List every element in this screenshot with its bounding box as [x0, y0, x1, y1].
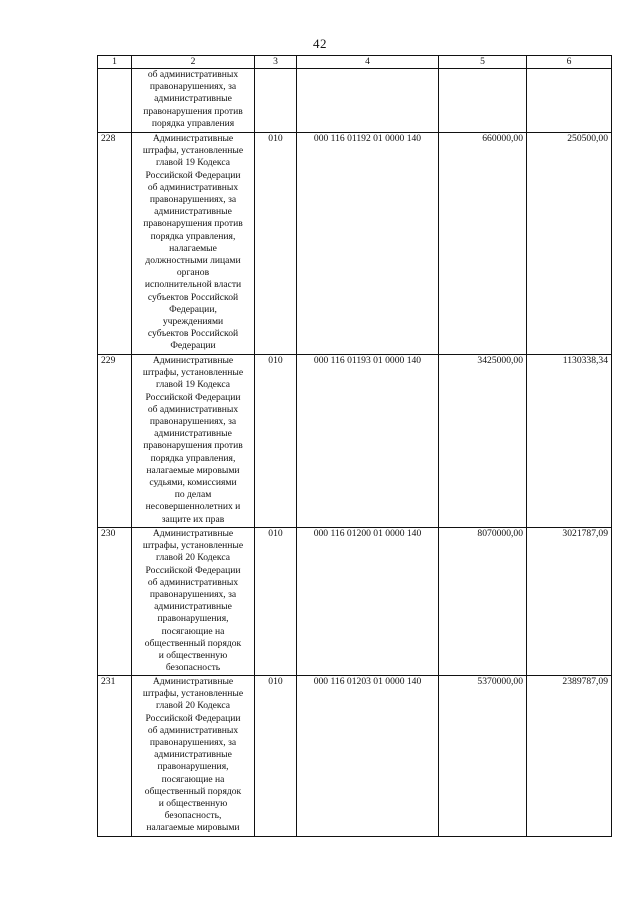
cell-actual: 1130338,34 — [527, 355, 612, 528]
cell-code: 000 116 01192 01 0000 140 — [297, 133, 439, 355]
table-row — [98, 528, 612, 676]
name-line: правонарушениях, за — [149, 737, 237, 749]
name-line: и общественную — [158, 798, 228, 810]
cell-num: 228 — [98, 133, 132, 355]
name-line: правонарушениях, за — [149, 589, 237, 601]
name-line: Российской Федерации — [145, 169, 241, 181]
name-line: об административных — [147, 181, 239, 193]
name-line: об административных — [147, 69, 239, 80]
name-line: правонарушения против — [143, 105, 243, 117]
continuation-row — [98, 69, 612, 133]
name-line: налагаемые мировыми — [146, 464, 240, 476]
cell-admin: 010 — [255, 355, 297, 528]
name-line: налагаемые мировыми — [146, 822, 240, 834]
table-row — [98, 355, 612, 528]
name-line: должностными лицами — [145, 255, 241, 267]
cell-actual: 3021787,09 — [527, 528, 612, 676]
name-line: исполнительной власти — [144, 279, 242, 291]
cell-admin: 010 — [255, 676, 297, 837]
name-line: правонарушения, — [157, 761, 229, 773]
name-line: порядка управления, — [150, 230, 236, 242]
cell-plan: 660000,00 — [439, 133, 527, 355]
name-line: правонарушения против — [143, 218, 243, 230]
name-line: учреждениями — [162, 316, 224, 328]
table-row — [98, 676, 612, 837]
name-line: главой 20 Кодекса — [156, 700, 230, 712]
name-line: об административных — [147, 403, 239, 415]
name-line: правонарушения против — [143, 440, 243, 452]
name-line: посягающие на — [161, 625, 225, 637]
name-line: безопасность, — [164, 810, 222, 822]
name-line: главой 19 Кодекса — [156, 379, 230, 391]
cell-code — [297, 69, 439, 133]
cell-num — [98, 69, 132, 133]
cell-plan: 3425000,00 — [439, 355, 527, 528]
name-line: правонарушения, — [157, 613, 229, 625]
header-col-6: 6 — [527, 56, 612, 69]
cell-admin — [255, 69, 297, 133]
name-line: штрафы, установленные — [142, 145, 244, 157]
name-line: Административные — [152, 133, 234, 144]
name-line: общественный порядок — [144, 785, 242, 797]
name-line: административные — [154, 206, 232, 218]
name-line: административные — [154, 601, 232, 613]
name-line: безопасность — [165, 662, 221, 674]
name-line: Административные — [152, 355, 234, 366]
cell-plan: 5370000,00 — [439, 676, 527, 837]
name-line: об административных — [147, 724, 239, 736]
name-line: порядка управления — [151, 117, 235, 129]
cell-num: 229 — [98, 355, 132, 528]
cell-num: 231 — [98, 676, 132, 837]
name-line: порядка управления, — [150, 452, 236, 464]
name-line: по делам — [174, 489, 212, 501]
name-line: Российской Федерации — [145, 564, 241, 576]
name-line: органов — [176, 267, 210, 279]
name-line: главой 20 Кодекса — [156, 552, 230, 564]
cell-name — [132, 676, 255, 837]
page-number: 42 — [313, 36, 327, 51]
name-line: административные — [154, 428, 232, 440]
cell-name — [132, 528, 255, 676]
cell-actual — [527, 69, 612, 133]
header-col-5: 5 — [439, 56, 527, 69]
name-line: посягающие на — [161, 773, 225, 785]
revenue-table — [97, 55, 612, 837]
name-line: защите их прав — [161, 513, 225, 525]
cell-code: 000 116 01193 01 0000 140 — [297, 355, 439, 528]
name-line: и общественную — [158, 650, 228, 662]
name-line: административные — [154, 749, 232, 761]
header-col-4: 4 — [297, 56, 439, 69]
name-line: несовершеннолетних и — [145, 501, 241, 513]
name-line: Федерации — [170, 340, 216, 352]
name-line: правонарушениях, за — [149, 194, 237, 206]
cell-plan: 8070000,00 — [439, 528, 527, 676]
name-line: субъектов Российской — [147, 291, 239, 303]
name-line: Российской Федерации — [145, 712, 241, 724]
name-line: Административные — [152, 528, 234, 539]
cell-code: 000 116 01203 01 0000 140 — [297, 676, 439, 837]
cell-name — [132, 355, 255, 528]
name-line: субъектов Российской — [147, 328, 239, 340]
cell-actual: 250500,00 — [527, 133, 612, 355]
name-line: штрафы, установленные — [142, 688, 244, 700]
header-row — [98, 56, 612, 69]
cell-plan — [439, 69, 527, 133]
name-line: налагаемые — [169, 242, 217, 254]
cell-code: 000 116 01200 01 0000 140 — [297, 528, 439, 676]
header-col-3: 3 — [255, 56, 297, 69]
cell-admin: 010 — [255, 133, 297, 355]
cell-actual: 2389787,09 — [527, 676, 612, 837]
cell-name — [132, 69, 255, 133]
name-line: правонарушениях, за — [149, 81, 237, 93]
name-line: административные — [154, 93, 232, 105]
cell-num: 230 — [98, 528, 132, 676]
name-line: Федерации, — [169, 303, 217, 315]
name-line: об административных — [147, 576, 239, 588]
name-line: главой 19 Кодекса — [156, 157, 230, 169]
header-col-2: 2 — [132, 56, 255, 69]
name-line: Административные — [152, 676, 234, 687]
cell-name — [132, 133, 255, 355]
header-col-1: 1 — [98, 56, 132, 69]
name-line: штрафы, установленные — [142, 540, 244, 552]
cell-admin: 010 — [255, 528, 297, 676]
name-line: Российской Федерации — [145, 391, 241, 403]
name-line: судьями, комиссиями — [149, 477, 237, 489]
name-line: общественный порядок — [144, 637, 242, 649]
table-row — [98, 133, 612, 355]
name-line: правонарушениях, за — [149, 416, 237, 428]
name-line: штрафы, установленные — [142, 367, 244, 379]
